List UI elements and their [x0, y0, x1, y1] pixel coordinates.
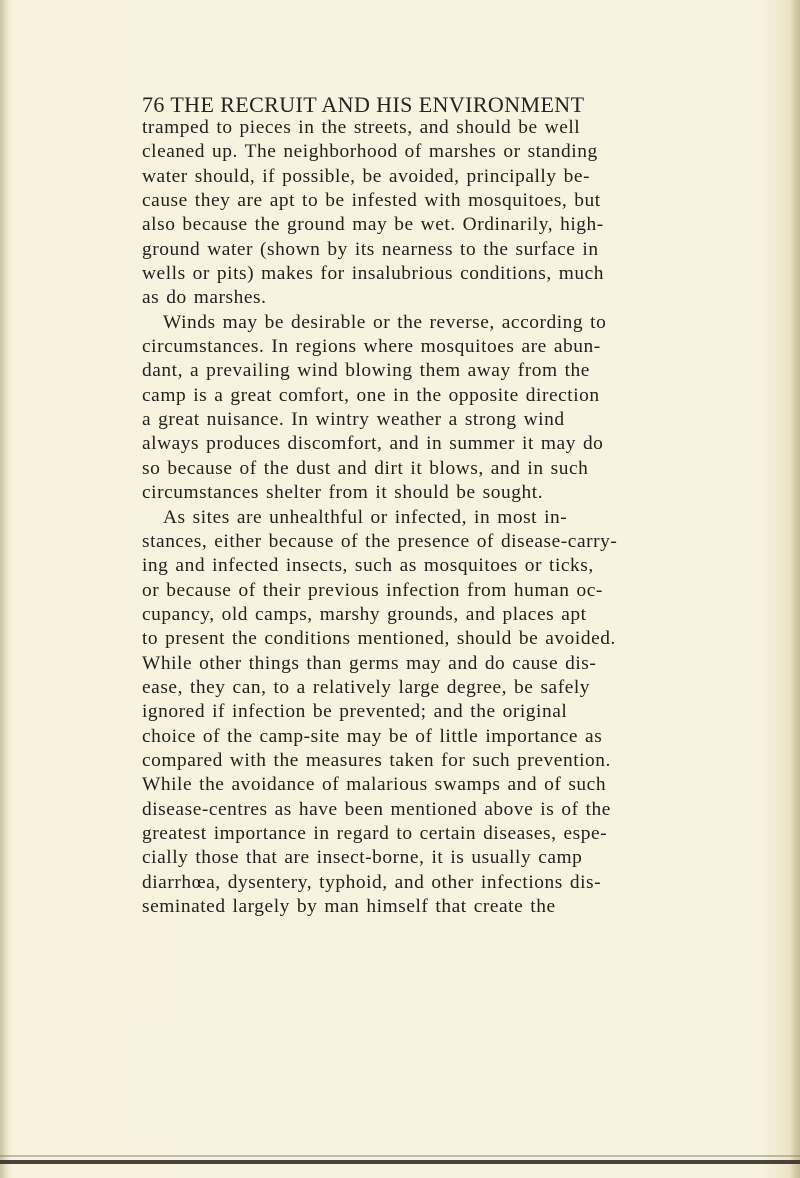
text-line: wells or pits) makes for insalubrious conditions, much — [142, 263, 605, 285]
text-line: disease-centres as have been mentioned above is of the — [142, 798, 611, 820]
text-line: greatest importance in regard to certain diseases, espe- — [142, 822, 608, 844]
text-line: cially those that are insect-borne, it is usually camp — [142, 847, 583, 869]
text-line: as do marshes. — [142, 287, 267, 309]
running-title: THE RECRUIT AND HIS ENVIRONMENT — [170, 92, 585, 117]
text-line: seminated largely by man himself that create the — [142, 896, 556, 917]
text-line: circumstances. In regions where mosquitoes are abun- — [142, 336, 601, 358]
body-text — [142, 116, 682, 919]
text-line: ground water (shown by its nearness to the surface in — [142, 238, 599, 260]
text-line: or because of their previous infection from human oc- — [142, 579, 603, 601]
text-line: to present the conditions mentioned, should be avoided. — [142, 628, 616, 650]
text-line: While the avoidance of malarious swamps and of such — [142, 774, 607, 796]
text-line: Winds may be desirable or the reverse, according to — [163, 311, 607, 333]
page-number: 76 — [142, 92, 165, 117]
scan-bottom-edge — [0, 1160, 800, 1164]
text-line: dant, a prevailing wind blowing them away from the — [142, 360, 590, 382]
text-line: ing and infected insects, such as mosquitoes or ticks, — [142, 555, 594, 577]
page-edge — [790, 0, 800, 1178]
text-line: also because the ground may be wet. Ordinarily, high- — [142, 214, 604, 236]
text-line: water should, if possible, be avoided, principally be- — [142, 165, 590, 187]
text-line: so because of the dust and dirt it blows, and in such — [142, 457, 589, 479]
text-line: tramped to pieces in the streets, and should be well — [142, 117, 581, 138]
text-line: While other things than germs may and do cause dis- — [142, 652, 597, 674]
text-line: As sites are unhealthful or infected, in most in- — [163, 506, 568, 528]
text-line: circumstances shelter from it should be sought. — [142, 482, 544, 504]
text-line: ease, they can, to a relatively large degree, be safely — [142, 676, 591, 698]
running-header — [142, 92, 682, 118]
text-line: cause they are apt to be infested with mosquitoes, but — [142, 190, 601, 212]
text-line: always produces discomfort, and in summer it may do — [142, 433, 604, 455]
text-line: a great nuisance. In wintry weather a strong wind — [142, 409, 565, 431]
text-line: stances, either because of the presence of disease-carry- — [142, 530, 618, 552]
text-line: diarrhœa, dysentery, typhoid, and other infections dis- — [142, 871, 602, 893]
scan-shadow — [0, 1155, 800, 1157]
text-line: cleaned up. The neighborhood of marshes or standing — [142, 141, 598, 163]
text-line: ignored if infection be prevented; and the original — [142, 701, 568, 723]
text-line: choice of the camp-site may be of little importance as — [142, 725, 603, 747]
binding-gutter — [0, 0, 10, 1178]
text-line: cupancy, old camps, marshy grounds, and places apt — [142, 603, 587, 625]
text-line: compared with the measures taken for such prevention. — [142, 749, 611, 771]
text-line: camp is a great comfort, one in the opposite direction — [142, 384, 600, 406]
